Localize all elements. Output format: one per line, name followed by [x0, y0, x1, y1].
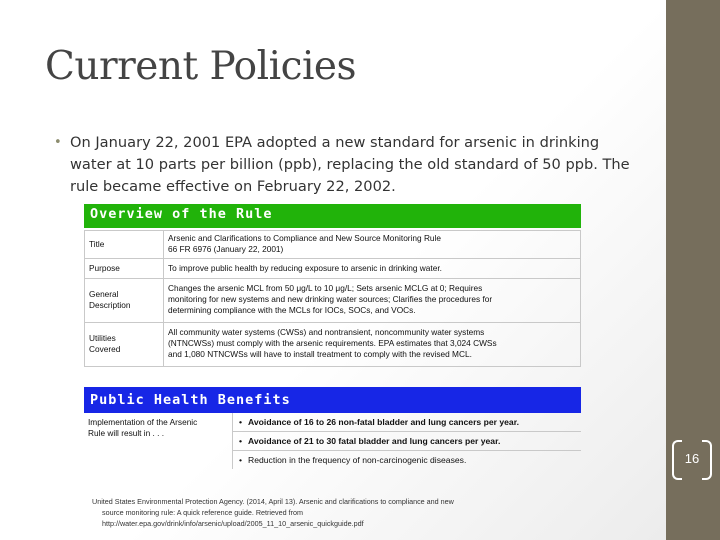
row-value [164, 323, 581, 367]
bullet-point [54, 132, 644, 198]
citation-url[interactable]: http://water.epa.gov/drink/info/arsenic/upload/2005_11_10_arsenic_quickguide.pdf [102, 519, 364, 528]
page-number: 16 [684, 451, 700, 466]
overview-row [85, 323, 581, 367]
benefit-item [233, 413, 581, 432]
bullet-icon: • [239, 455, 243, 465]
benefits-label-line: Implementation of the Arsenic [88, 417, 198, 427]
row-value-line: All community water systems (CWSs) and nontransient, noncommunity water systems [168, 327, 485, 337]
benefits-label [84, 413, 233, 469]
overview-row [85, 279, 581, 323]
row-value-line: and 1,080 NTNCWSs will have to install treatment to comply with the revised MCL. [168, 349, 472, 359]
row-label-line: Purpose [89, 263, 120, 273]
benefits-table [84, 413, 581, 469]
bullet-text: On January 22, 2001 EPA adopted a new standard for arsenic in drinking water at 10 parts per billion (ppb), replacing the old standard of 50 ppb. The rule became effective on February 22, 2002. [70, 134, 630, 195]
overview-row [85, 259, 581, 279]
benefits-header-text: Public Health Benefits [90, 392, 291, 408]
benefit-text: Avoidance of 16 to 26 non-fatal bladder and lung cancers per year. [248, 417, 519, 427]
overview-table [84, 230, 581, 367]
citation [92, 496, 532, 529]
row-value-line: monitoring for new systems and new drinking water sources; Clarifies the procedures for [168, 294, 493, 304]
row-value-line: 66 FR 6976 (January 22, 2001) [168, 244, 284, 254]
benefits-list [233, 413, 581, 469]
benefits-label-line: Rule will result in . . . [88, 428, 165, 438]
citation-line: United States Environmental Protection Agency. (2014, April 13). Arsenic and clarifications to compliance and new [92, 497, 454, 506]
row-value [164, 259, 581, 279]
benefit-text: Reduction in the frequency of non-carcinogenic diseases. [248, 455, 467, 465]
row-value-line: Changes the arsenic MCL from 50 μg/L to 10 μg/L; Sets arsenic MCLG at 0; Requires [168, 283, 483, 293]
citation-line: source monitoring rule: A quick reference guide. Retrieved from [102, 508, 303, 517]
row-value [164, 231, 581, 259]
page-number-badge [672, 440, 712, 478]
row-label [85, 231, 164, 259]
overview-row [85, 231, 581, 259]
overview-header [84, 204, 581, 228]
benefits-items [233, 413, 582, 469]
row-value-line: To improve public health by reducing exposure to arsenic in drinking water. [168, 263, 442, 273]
benefits-row [84, 413, 581, 469]
row-label-line: Description [89, 300, 131, 310]
row-label [85, 279, 164, 323]
row-label [85, 323, 164, 367]
row-label [85, 259, 164, 279]
bullet-icon: • [54, 135, 62, 150]
row-value-line: (NTNCWSs) must comply with the arsenic requirements. EPA estimates that 3,024 CWSs [168, 338, 497, 348]
bullet-icon: • [239, 417, 243, 427]
bullet-icon: • [239, 436, 243, 446]
slide-title: Current Policies [45, 44, 357, 89]
benefit-item [233, 451, 581, 469]
row-value-line: determining compliance with the MCLs for IOCs, SOCs, and VOCs. [168, 305, 416, 315]
benefits-header [84, 387, 581, 413]
benefit-text: Avoidance of 21 to 30 fatal bladder and lung cancers per year. [248, 436, 501, 446]
overview-header-text: Overview of the Rule [90, 206, 273, 222]
benefit-item [233, 432, 581, 451]
row-label-line: Covered [89, 344, 121, 354]
row-label-line: Utilities [89, 333, 116, 343]
row-value [164, 279, 581, 323]
row-label-line: General [89, 289, 119, 299]
row-label-line: Title [89, 239, 105, 249]
row-value-line: Arsenic and Clarifications to Compliance and New Source Monitoring Rule [168, 233, 442, 243]
